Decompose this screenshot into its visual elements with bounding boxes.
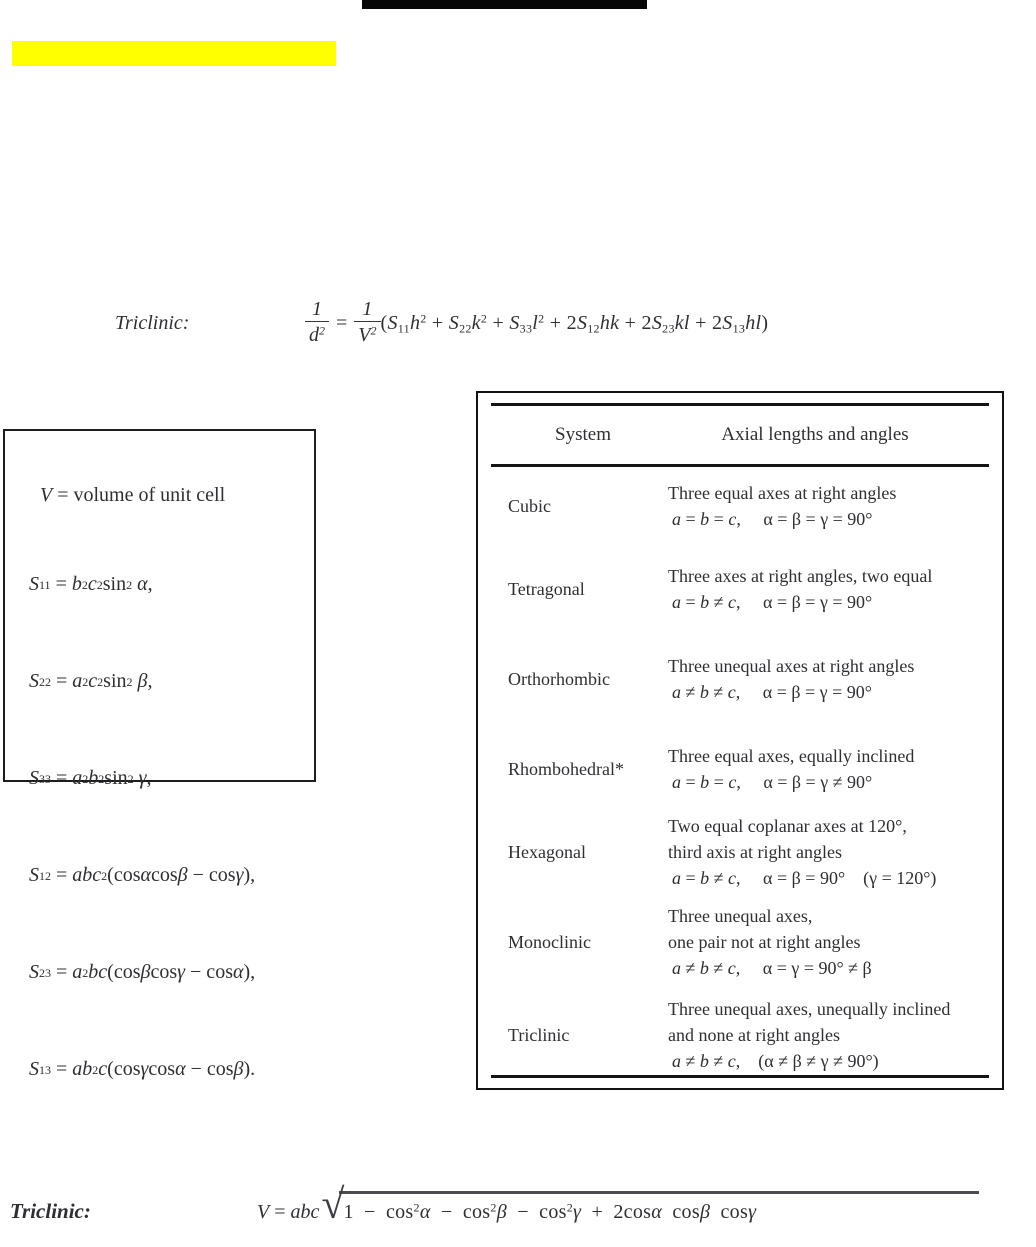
axial-description (668, 653, 1002, 705)
s-coefficients-box (3, 429, 316, 1080)
axial-formula: a = b = c, α = β = γ ≠ 90° (672, 772, 873, 792)
table-bottom-rule (491, 1075, 989, 1078)
table-row-tetragonal (508, 563, 1002, 615)
description-line: one pair not at right angles (668, 932, 861, 952)
axial-description (668, 813, 1002, 891)
table-header-row (478, 406, 1002, 464)
s22-definition-line: S 22 = a 2 c 2 sin 2 β , (29, 670, 153, 692)
axial-formula: a ≠ b ≠ c, α = β = γ = 90° (672, 682, 872, 702)
table-row-hexagonal (508, 813, 1002, 891)
table-row-orthorhombic (508, 653, 1002, 705)
table-row-cubic (508, 480, 1002, 532)
description-line: third axis at right angles (668, 842, 842, 862)
s23-definition-line: S 23 = a 2 bc (cos β cos γ − cos α ), (29, 961, 256, 983)
equals-sign: = (336, 311, 348, 334)
s33-definition-line: S 33 = a 2 b 2 sin 2 γ , (29, 767, 152, 789)
system-name: Hexagonal (508, 841, 586, 862)
square-root-icon: √ (321, 1182, 345, 1228)
description-line: Three unequal axes at right angles (668, 656, 915, 676)
yellow-highlight-bar (12, 41, 336, 66)
system-name: Triclinic (508, 1024, 570, 1045)
axial-description (668, 480, 1002, 532)
radicand-expression: $1 - \cos^2\alpha - \cos^2\beta - \cos^2\gamma + 2\cos\alpha$ cosβ cosγ (339, 1191, 979, 1224)
title-underline-bar (362, 0, 647, 9)
axial-description (668, 996, 1002, 1074)
system-name: Cubic (508, 495, 551, 516)
fraction-numerator: 1 (362, 298, 373, 320)
column-header-axial-lengths: Axial lengths and angles (721, 424, 909, 445)
volume-equation-lead: V = abc (257, 1201, 320, 1223)
description-line: and none at right angles (668, 1025, 840, 1045)
description-line: Three axes at right angles, two equal (668, 566, 933, 586)
fraction-denominator: $d^2$ (305, 321, 329, 347)
crystal-systems-table (476, 391, 1004, 1090)
equation-label-triclinic: Triclinic: (10, 1199, 91, 1223)
fraction-numerator: 1 (312, 298, 322, 320)
system-name: Orthorhombic (508, 668, 610, 689)
axial-formula: a = b ≠ c, α = β = 90° (γ = 120°) (672, 868, 937, 888)
description-line: Three equal axes at right angles (668, 483, 897, 503)
table-row-triclinic (508, 996, 1002, 1074)
axial-description (668, 743, 1002, 795)
s13-definition-line: S 13 = a b 2 c (cos γ cos α − cos β ). (29, 1058, 256, 1080)
equation-label-triclinic: Triclinic: (115, 311, 190, 334)
axial-formula: a = b = c, α = β = γ = 90° (672, 509, 873, 529)
description-line: Three unequal axes, unequally inclined (668, 999, 951, 1019)
axial-formula: a ≠ b ≠ c, (α ≠ β ≠ γ ≠ 90°) (672, 1051, 879, 1071)
volume-definition-line: V = volume of unit cell (40, 483, 226, 506)
axial-formula: a = b ≠ c, α = β = γ = 90° (672, 592, 873, 612)
description-line: Three unequal axes, (668, 906, 813, 926)
unit-cell-volume-equation (10, 1182, 979, 1233)
axial-description (668, 903, 1002, 981)
system-name: Tetragonal (508, 578, 585, 599)
s12-definition-line: S 12 = ab c 2 (cos α cos β − cos γ ), (29, 864, 256, 886)
fraction-denominator: $V^2$ (354, 321, 380, 347)
axial-description (668, 563, 1002, 615)
s11-definition-line: S 11 = b 2 c 2 sin 2 α , (29, 573, 153, 595)
fraction-one-over-V-squared (354, 299, 380, 347)
fraction-one-over-d-squared (305, 299, 329, 347)
table-body (478, 467, 1002, 1075)
description-line: Three equal axes, equally inclined (668, 746, 915, 766)
table-row-monoclinic (508, 903, 1002, 981)
system-name: Rhombohedral* (508, 758, 624, 779)
equation-right-hand-side: $(S_{11}h^2 + S_{22}k^2 + S_{33}l^2 + 2S_{12}hk + 2S_{23}kl + 2S_{13}hl)$ (380, 310, 769, 336)
equation-body (257, 1182, 979, 1233)
interplanar-spacing-equation (115, 299, 768, 347)
axial-formula: a ≠ b ≠ c, α = γ = 90° ≠ β (672, 958, 872, 978)
system-name: Monoclinic (508, 931, 591, 952)
column-header-system: System (555, 424, 611, 445)
table-row-rhombohedral (508, 743, 1002, 795)
description-line: Two equal coplanar axes at 120°, (668, 816, 907, 836)
equation-body (305, 299, 768, 347)
